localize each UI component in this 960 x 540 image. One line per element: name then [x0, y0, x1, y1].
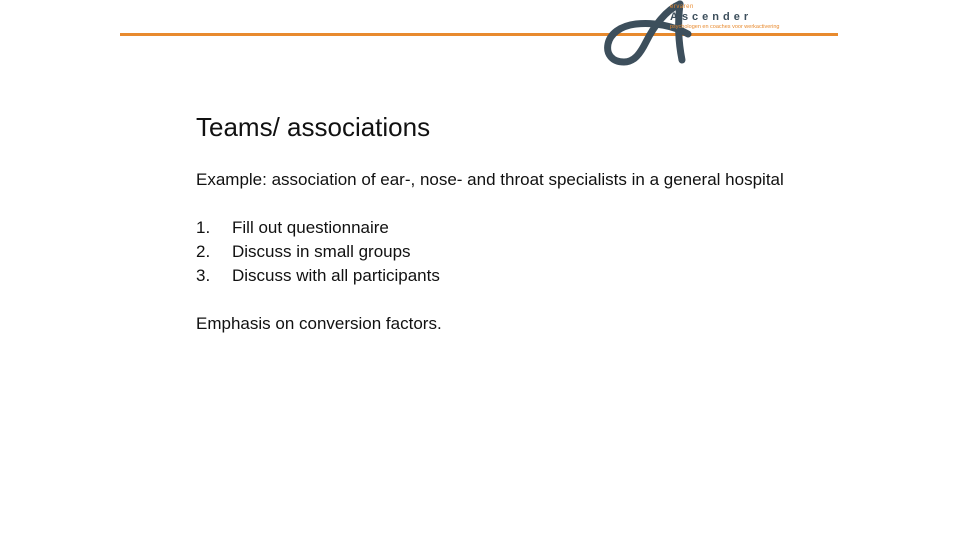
logo-tagline: psychologen en coaches voor werkactivering — [670, 24, 780, 30]
ascender-logo — [596, 0, 836, 70]
logo-small-text: ervaren — [670, 4, 694, 10]
list-item-text: Discuss in small groups — [232, 242, 411, 261]
slide-body — [196, 168, 796, 336]
logo-wordmark — [670, 4, 779, 31]
list-item-number: 3. — [196, 266, 211, 285]
list-item-text: Fill out questionnaire — [232, 218, 389, 237]
logo-name: Ascender — [670, 11, 753, 23]
list-item-text: Discuss with all participants — [232, 266, 440, 285]
slide-title: Teams/ associations — [196, 112, 431, 142]
list-item-number: 2. — [196, 242, 211, 261]
list-item — [196, 264, 796, 288]
list-item-number: 1. — [196, 218, 211, 237]
emphasis-text: Emphasis on conversion factors. — [196, 314, 442, 333]
list-item — [196, 216, 796, 240]
example-text: Example: association of ear-, nose- and throat specialists in a general hospital — [196, 170, 784, 189]
steps-list — [196, 216, 796, 288]
list-item — [196, 240, 796, 264]
